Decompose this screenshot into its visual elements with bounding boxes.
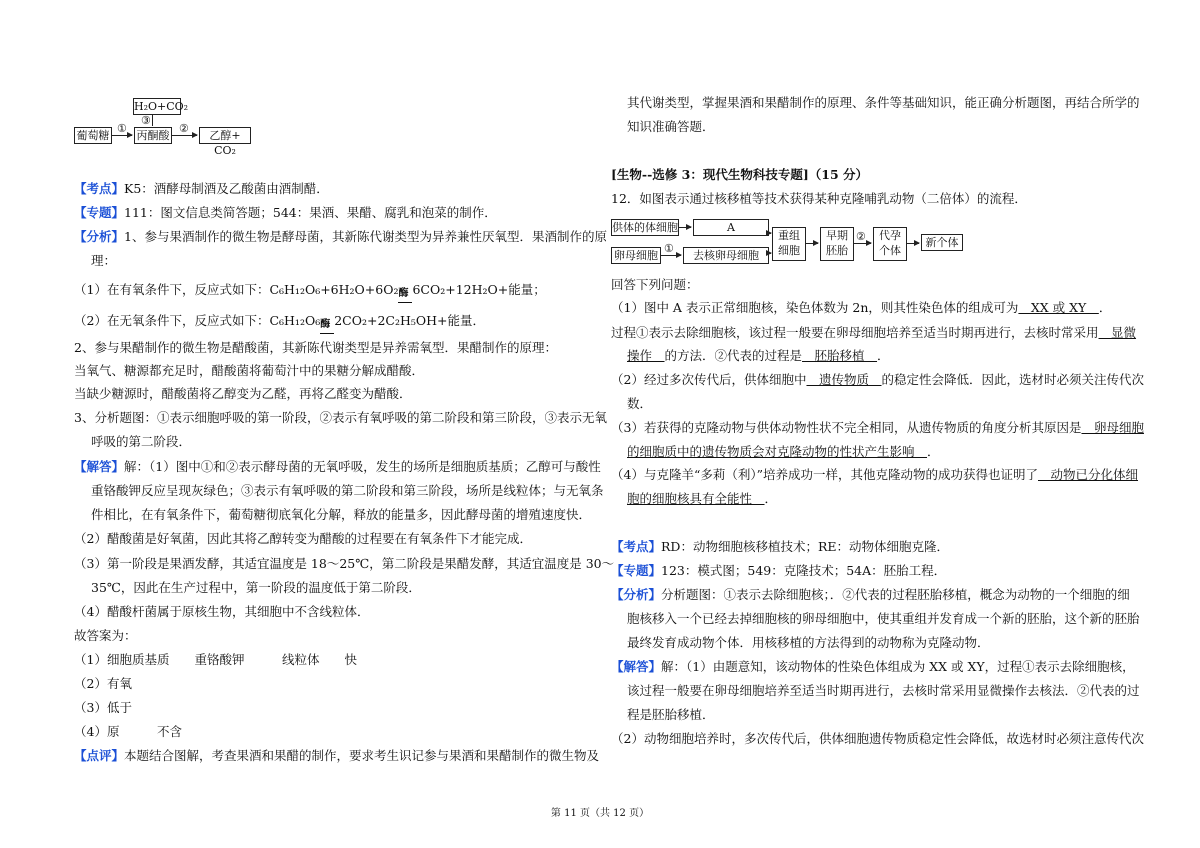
fenxi-text-1: 1、参与果酒制作的微生物是酵母菌，其新陈代谢类型为异养兼性厌氧型．果酒制作的原	[124, 229, 607, 244]
r-fenxi-text-1: 分析题图：①表示去除细胞核；．②代表的过程胚胎移植，概念为动物的一个细胞的细	[661, 587, 1130, 602]
q4-answer-2: 胞的细胞核具有全能性	[627, 491, 765, 506]
box-new-individual: 新个体	[921, 234, 963, 251]
q4-end: ．	[764, 491, 778, 506]
q1b-answer-2: 操作	[627, 348, 665, 363]
q1b-text-2: 的方法．②代表的过程是	[664, 348, 803, 363]
arrow-donor	[678, 227, 691, 228]
surrogate-label-1: 代孕	[879, 229, 901, 242]
q2-answer: 遗传物质	[806, 372, 882, 387]
q4-line-1	[611, 467, 1138, 483]
p3-line-2: 呼吸的第二阶段．	[91, 434, 192, 449]
fenxi-tag: 【分析】	[74, 229, 125, 244]
answer-2: （2）醋酸菌是好氧菌，因此其将乙醇转变为醋酸的过程要在有氧条件下才能完成．	[74, 531, 532, 546]
dianping-line	[74, 748, 599, 764]
step-marker-1: ①	[664, 242, 674, 255]
early-label-1: 早期	[826, 229, 848, 242]
r-jieda-2: （2）动物细胞培养时，多次传代后，供体细胞遗传物质稳定性会降低，故选材时必须注意传代次	[611, 731, 1144, 746]
marker-2: ②	[179, 122, 189, 135]
eq2-enzyme: 酶	[320, 319, 331, 330]
r-zhuanti-line	[611, 563, 946, 579]
continuation-line-2: 知识准确答题．	[627, 119, 715, 134]
kaodian-tag: 【考点】	[74, 181, 125, 196]
q1b-answer-3: 胚胎移植	[802, 348, 878, 363]
continuation-line-1: 其代谢类型，掌握果酒和果醋制作的原理、条件等基础知识，能正确分析题图，再结合所学的	[627, 95, 1140, 110]
q2-line-1	[611, 372, 1144, 388]
r-jieda-tag: 【解答】	[611, 659, 662, 674]
zhuanti-tag: 【专题】	[74, 205, 125, 220]
q3-line-1	[611, 420, 1144, 436]
p3-line-1: 3、分析题图：①表示细胞呼吸的第一阶段，②表示有氧呼吸的第二阶段和第三阶段，③表示无氧	[74, 410, 607, 425]
r-jieda-line-3: 程是胚胎移植．	[627, 707, 715, 722]
arrow-to-recon-bottom	[768, 253, 771, 254]
q2-text-2: 的稳定性会降低．因此，选材时必须关注传代次	[881, 372, 1144, 387]
marker-1: ①	[117, 122, 127, 135]
arrow-embryo-surrogate	[853, 243, 871, 244]
question-12: 12．如图表示通过核移植等技术获得某种克隆哺乳动物（二倍体）的流程．	[611, 191, 1027, 206]
arrow-1	[112, 135, 132, 136]
q1b-end: ．	[877, 348, 890, 363]
jieda-line-1	[74, 459, 601, 475]
r-fenxi-line-2: 胞核移入一个已经去掉细胞核的卵母细胞中，使其重组并发育成一个新的胚胎，这个新的胚胎	[627, 611, 1140, 626]
q3-line-2	[627, 444, 940, 460]
q1-end: ．	[1098, 300, 1112, 315]
r-zhuanti-text: 123：模式图；549：克隆技术；54A：胚胎工程．	[661, 563, 947, 578]
r-jieda-line-2: 该过程一般要在卵母细胞培养至适当时期再进行，去核时常采用显微操作去核法．②代表的过	[627, 683, 1140, 698]
r-zhuanti-tag: 【专题】	[611, 563, 662, 578]
dianping-tag: 【点评】	[74, 748, 125, 763]
recon-label-2: 细胞	[778, 244, 800, 257]
q1-answer: XX 或 XY	[1018, 300, 1099, 315]
box-early-embryo	[820, 227, 854, 261]
arrow-surrogate-new	[906, 243, 919, 244]
r-kaodian-line	[611, 539, 949, 555]
kaodian-line	[74, 181, 329, 197]
q1b-line-2	[627, 348, 890, 364]
answer-title: 故答案为：	[74, 628, 137, 643]
q3-answer-1: 卵母细胞	[1081, 420, 1144, 435]
equation-anaerobic	[74, 313, 485, 329]
box-surrogate	[873, 227, 907, 261]
fenxi-line-2: 理：	[91, 253, 117, 268]
zhuanti-text: 111：图文信息类简答题；544：果酒、果醋、腐乳和泡菜的制作．	[124, 205, 497, 220]
r-kaodian-text: RD：动物细胞核移植技术；RE：动物体细胞克隆．	[661, 539, 949, 554]
r-fenxi-line-3: 最终发育成动物个体．用核移植的方法得到的动物称为克隆动物．	[627, 635, 990, 650]
final-answer-3: （3）低于	[74, 700, 132, 715]
equation-aerobic	[74, 282, 546, 298]
q1b-text: 过程①表示去除细胞核，该过程一般要在卵母细胞培养至适当时期再进行，去核时常采用	[611, 325, 1099, 340]
p2-line-2: 当氧气、糖源都充足时，醋酸菌将葡萄汁中的果糖分解成醋酸．	[74, 363, 425, 378]
q3-text: （3）若获得的克隆动物与供体动物性状不完全相同，从遗传物质的角度分析其原因是	[611, 420, 1082, 435]
ask-line: 回答下列问题：	[611, 277, 699, 292]
zhuanti-line	[74, 205, 497, 221]
r-fenxi-line-1	[611, 587, 1130, 603]
p2-line-1: 2、参与果醋制作的微生物是醋酸菌，其新陈代谢类型是异养需氧型．果醋制作的原理：	[74, 340, 557, 355]
r-jieda-text-1: 解：（1）由题意知，该动物体的性染色体组成为 XX 或 XY，过程①表示去除细胞核，	[661, 659, 1135, 674]
diagram-box-ethanol: 乙醇+ CO₂	[199, 127, 251, 144]
q4-text: （4）与克隆羊“多莉（利）”培养成功一样，其他克隆动物的成功获得也证明了	[611, 467, 1038, 482]
q4-line-2	[627, 491, 777, 507]
eq1-prefix: （1）在有氧条件下，反应式如下：C₆H₁₂O₆+6H₂O+6O₂	[74, 282, 399, 297]
final-answer-4: （4）原 不含	[74, 724, 182, 739]
jieda-tag: 【解答】	[74, 459, 125, 474]
p2-line-3: 当缺少糖源时，醋酸菌将乙醇变为乙醛，再将乙醛变为醋酸．	[74, 386, 412, 401]
kaodian-text: K5：酒酵母制酒及乙酸菌由酒制醋．	[124, 181, 329, 196]
recon-label-1: 重组	[778, 229, 800, 242]
arrow-oocyte	[660, 255, 681, 256]
box-a: A	[693, 219, 769, 236]
early-label-2: 胚胎	[826, 244, 848, 257]
q1b-line-1	[611, 325, 1136, 341]
section-title: [生物--选修 3：现代生物科技专题]（15 分）	[611, 167, 869, 182]
diagram-box-h2o-co2: H₂O+CO₂	[134, 100, 189, 113]
q3-end: ．	[927, 444, 940, 459]
dianping-text: 本题结合图解，考查果酒和果醋的制作，要求考生识记参与果酒和果醋制作的微生物及	[124, 748, 600, 763]
final-answer-2: （2）有氧	[74, 676, 132, 691]
arrow-2	[172, 135, 197, 136]
q1b-answer-1: 显微	[1098, 325, 1137, 340]
marker-3: ③	[141, 114, 151, 127]
r-fenxi-tag: 【分析】	[611, 587, 662, 602]
r-kaodian-tag: 【考点】	[611, 539, 662, 554]
page-footer: 第 11 页（共 12 页）	[550, 808, 650, 819]
answer-3-line-1: （3）第一阶段是果酒发酵，其适宜温度是 18～25℃，第二阶段是果醋发酵，其适宜温度是 30～	[74, 556, 615, 571]
q1-line	[611, 300, 1111, 316]
box-enucleated-oocyte: 去核卵母细胞	[683, 247, 769, 264]
final-answer-1: （1）细胞质基质 重铬酸钾 线粒体 快	[74, 652, 357, 667]
eq1-enzyme: 酶	[398, 288, 409, 299]
q2-text: （2）经过多次传代后，供体细胞中	[611, 372, 807, 387]
q3-answer-2: 的细胞质中的遗传物质会对克隆动物的性状产生影响	[627, 444, 928, 459]
eq1-suffix: 6CO₂+12H₂O+能量；	[412, 282, 546, 297]
q2-line-2: 数．	[627, 396, 653, 411]
q4-answer-1: 动物已分化体细	[1038, 467, 1139, 482]
jieda-text-1: 解：（1）图中①和②表示酵母菌的无氧呼吸，发生的场所是细胞质基质；乙醇可与酸性	[124, 459, 601, 474]
answer-4: （4）醋酸杆菌属于原核生物，其细胞中不含线粒体．	[74, 604, 370, 619]
q1-text: （1）图中 A 表示正常细胞核，染色体数为 2n，则其性染色体的组成可为	[611, 300, 1019, 315]
diagram-box-pyruvate: 丙酮酸	[134, 127, 172, 144]
eq2-prefix: （2）在无氧条件下，反应式如下：C₆H₁₂O₆	[74, 313, 321, 328]
r-jieda-line-1	[611, 659, 1135, 675]
answer-3-line-2: 35℃，因此在生产过程中，第一阶段的温度低于第二阶段．	[91, 580, 421, 595]
surrogate-label-2: 个体	[879, 244, 901, 257]
box-donor-cell: 供体的体细胞	[612, 221, 678, 234]
step-marker-2: ②	[856, 230, 866, 243]
arrow-recon-embryo	[805, 243, 818, 244]
diagram-box-glucose: 葡萄糖	[74, 127, 112, 144]
jieda-line-2: 重铬酸钾反应呈现灰绿色；③表示有氧呼吸的第二阶段和第三阶段，场所是线粒体；与无氧条	[91, 483, 604, 498]
jieda-line-3: 件相比，在有氧条件下，葡萄糖彻底氧化分解，释放的能量多，因此酵母菌的增殖速度快．	[91, 507, 592, 522]
box-reconstructed-cell	[772, 227, 806, 261]
arrow-3	[152, 114, 153, 126]
arrow-to-recon-top	[768, 233, 771, 234]
eq2-suffix: 2CO₂+2C₂H₅OH+能量．	[334, 313, 486, 328]
box-oocyte: 卵母细胞	[611, 247, 661, 264]
fenxi-line-1	[74, 229, 607, 245]
